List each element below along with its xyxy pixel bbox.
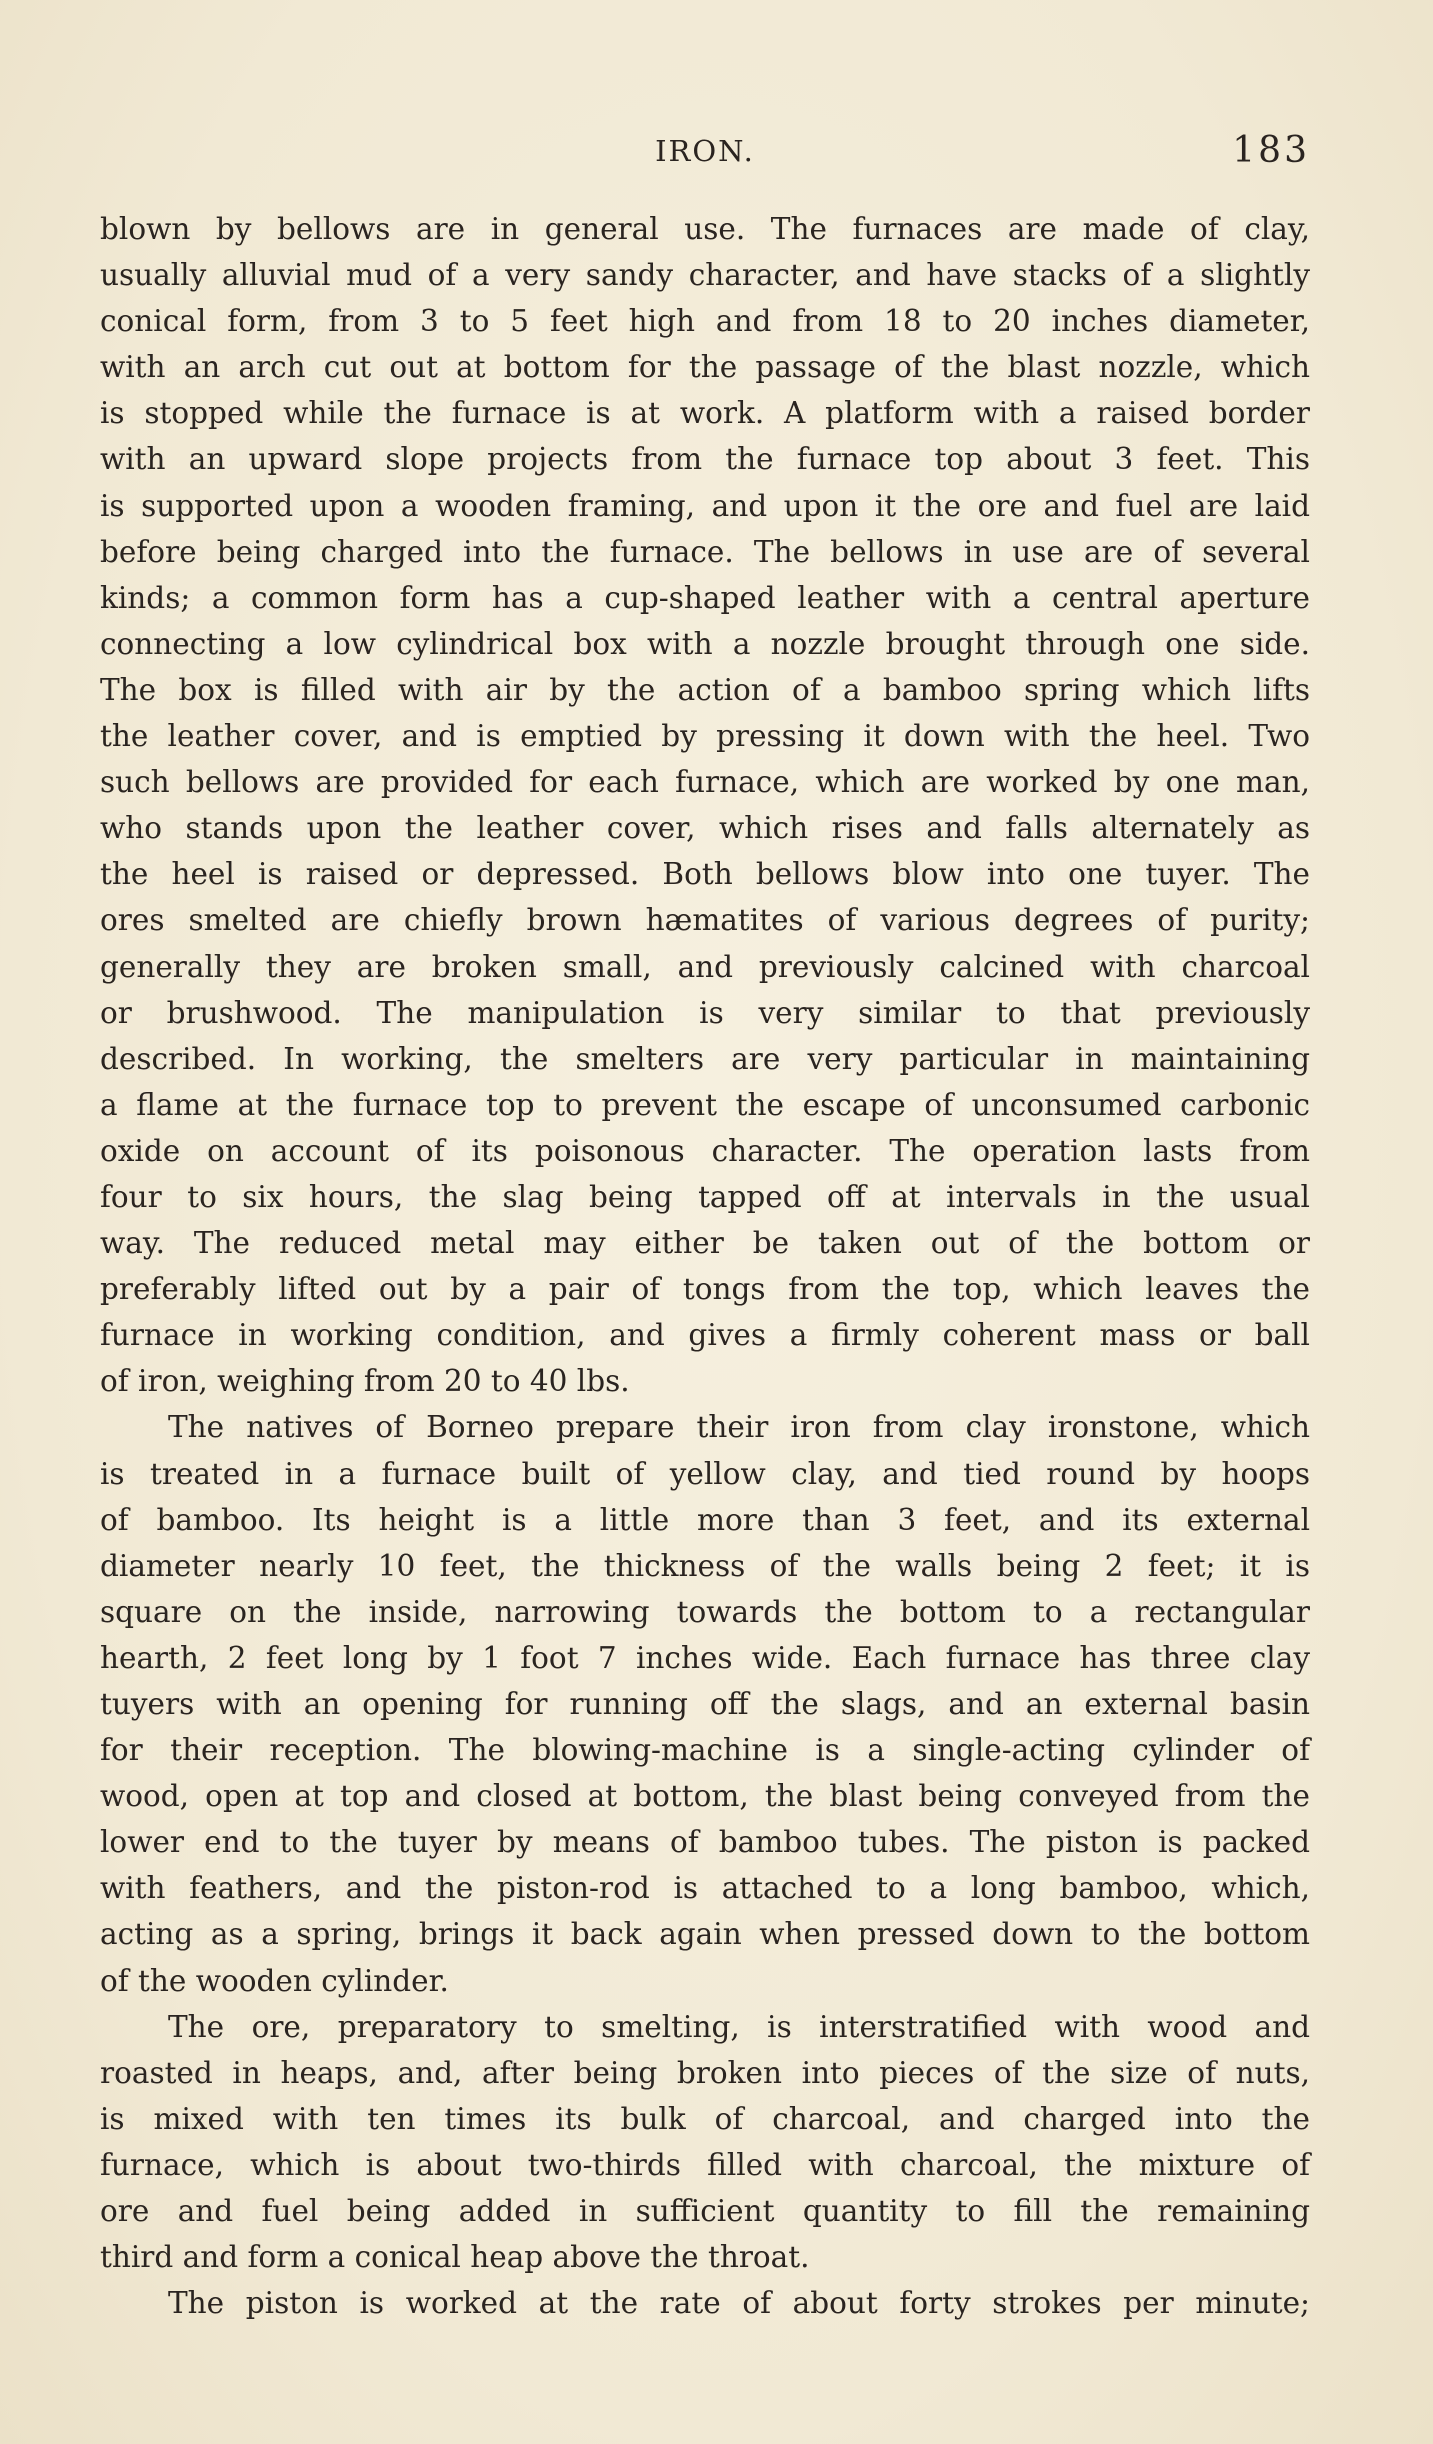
text-line: The natives of Borneo prepare their iron from clay ironstone, which [168,1410,1310,1445]
text-line: of iron, weighing from 20 to 40 lbs. [100,1364,630,1399]
text-line: four to six hours, the slag being tapped off at intervals in the usual [100,1179,1310,1214]
text-line: the heel is raised or depressed. Both bellows blow into one tuyer. The [100,857,1310,892]
text-line: described. In working, the smelters are very particular in maintaining [100,1041,1310,1076]
text-line: roasted in heaps, and, after being broken into pieces of the size of nuts, [100,2055,1310,2090]
text-line: lower end to the tuyer by means of bamboo tubes. The piston is packed [100,1825,1310,1860]
text-line: hearth, 2 feet long by 1 foot 7 inches wide. Each furnace has three clay [100,1640,1310,1675]
text-line: such bellows are provided for each furnace, which are worked by one man, [100,765,1310,800]
text-line: connecting a low cylindrical box with a nozzle brought through one side. [100,626,1310,661]
text-line: furnace in working condition, and gives a firmly coherent mass or ball [100,1318,1310,1353]
text-line: with an upward slope projects from the furnace top about 3 feet. This [100,442,1310,477]
text-line: is treated in a furnace built of yellow clay, and tied round by hoops [100,1456,1310,1491]
text-line: diameter nearly 10 feet, the thickness of the walls being 2 feet; it is [100,1548,1310,1583]
text-line: the leather cover, and is emptied by pressing it down with the heel. Two [100,719,1310,754]
body-text [100,206,1310,2326]
text-line: usually alluvial mud of a very sandy character, and have stacks of a slightly [100,258,1310,293]
text-line: for their reception. The blowing-machine is a single-acting cylinder of [100,1733,1310,1768]
text-line: conical form, from 3 to 5 feet high and from 18 to 20 inches diameter, [100,304,1310,339]
text-line: with feathers, and the piston-rod is attached to a long bamboo, which, [100,1871,1310,1906]
text-line: way. The reduced metal may either be taken out of the bottom or [100,1226,1310,1261]
text-line: square on the inside, narrowing towards the bottom to a rectangular [100,1594,1310,1629]
text-line: who stands upon the leather cover, which rises and falls alternately as [100,811,1310,846]
text-line: kinds; a common form has a cup-shaped leather with a central aperture [100,580,1310,615]
text-line: before being charged into the furnace. The bellows in use are of several [100,534,1310,569]
text-line: wood, open at top and closed at bottom, the blast being conveyed from the [100,1779,1310,1814]
text-line: tuyers with an opening for running off the slags, and an external basin [100,1687,1310,1721]
text-line: is mixed with ten times its bulk of charcoal, and charged into the [100,2101,1310,2136]
text-line: a flame at the furnace top to prevent the escape of unconsumed carbonic [100,1087,1310,1122]
text-line: oxide on account of its poisonous character. The operation lasts from [100,1133,1310,1168]
text-line: with an arch cut out at bottom for the passage of the blast nozzle, which [100,350,1310,385]
text-line: furnace, which is about two-thirds filled with charcoal, the mixture of [100,2147,1310,2182]
text-line: The piston is worked at the rate of about forty strokes per minute; [168,2286,1310,2321]
text-line: ores smelted are chiefly brown hæmatites of various degrees of purity; [100,903,1310,938]
running-head [100,126,1310,176]
text-line: acting as a spring, brings it back again when pressed down to the bottom [100,1917,1310,1952]
text-line: preferably lifted out by a pair of tongs from the top, which leaves the [100,1272,1310,1307]
text-line: is stopped while the furnace is at work. A platform with a raised border [100,396,1310,431]
text-line: The box is filled with air by the action of a bamboo spring which lifts [100,672,1310,707]
text-line: of bamboo. Its height is a little more than 3 feet, and its external [100,1502,1310,1537]
text-line: or brushwood. The manipulation is very similar to that previously [100,995,1310,1030]
text-line: of the wooden cylinder. [100,1963,449,1998]
page-number: 183 [1232,130,1310,171]
text-line: The ore, preparatory to smelting, is interstratified with wood and [168,2009,1310,2044]
text-line: is supported upon a wooden framing, and upon it the ore and fuel are laid [100,488,1310,523]
running-head-title: IRON. [655,134,755,168]
text-line: third and form a conical heap above the throat. [100,2240,810,2275]
text-line: blown by bellows are in general use. The furnaces are made of clay, [100,212,1310,246]
text-line: generally they are broken small, and previously calcined with charcoal [100,949,1310,984]
text-line: ore and fuel being added in sufficient quantity to fill the remaining [100,2194,1310,2229]
